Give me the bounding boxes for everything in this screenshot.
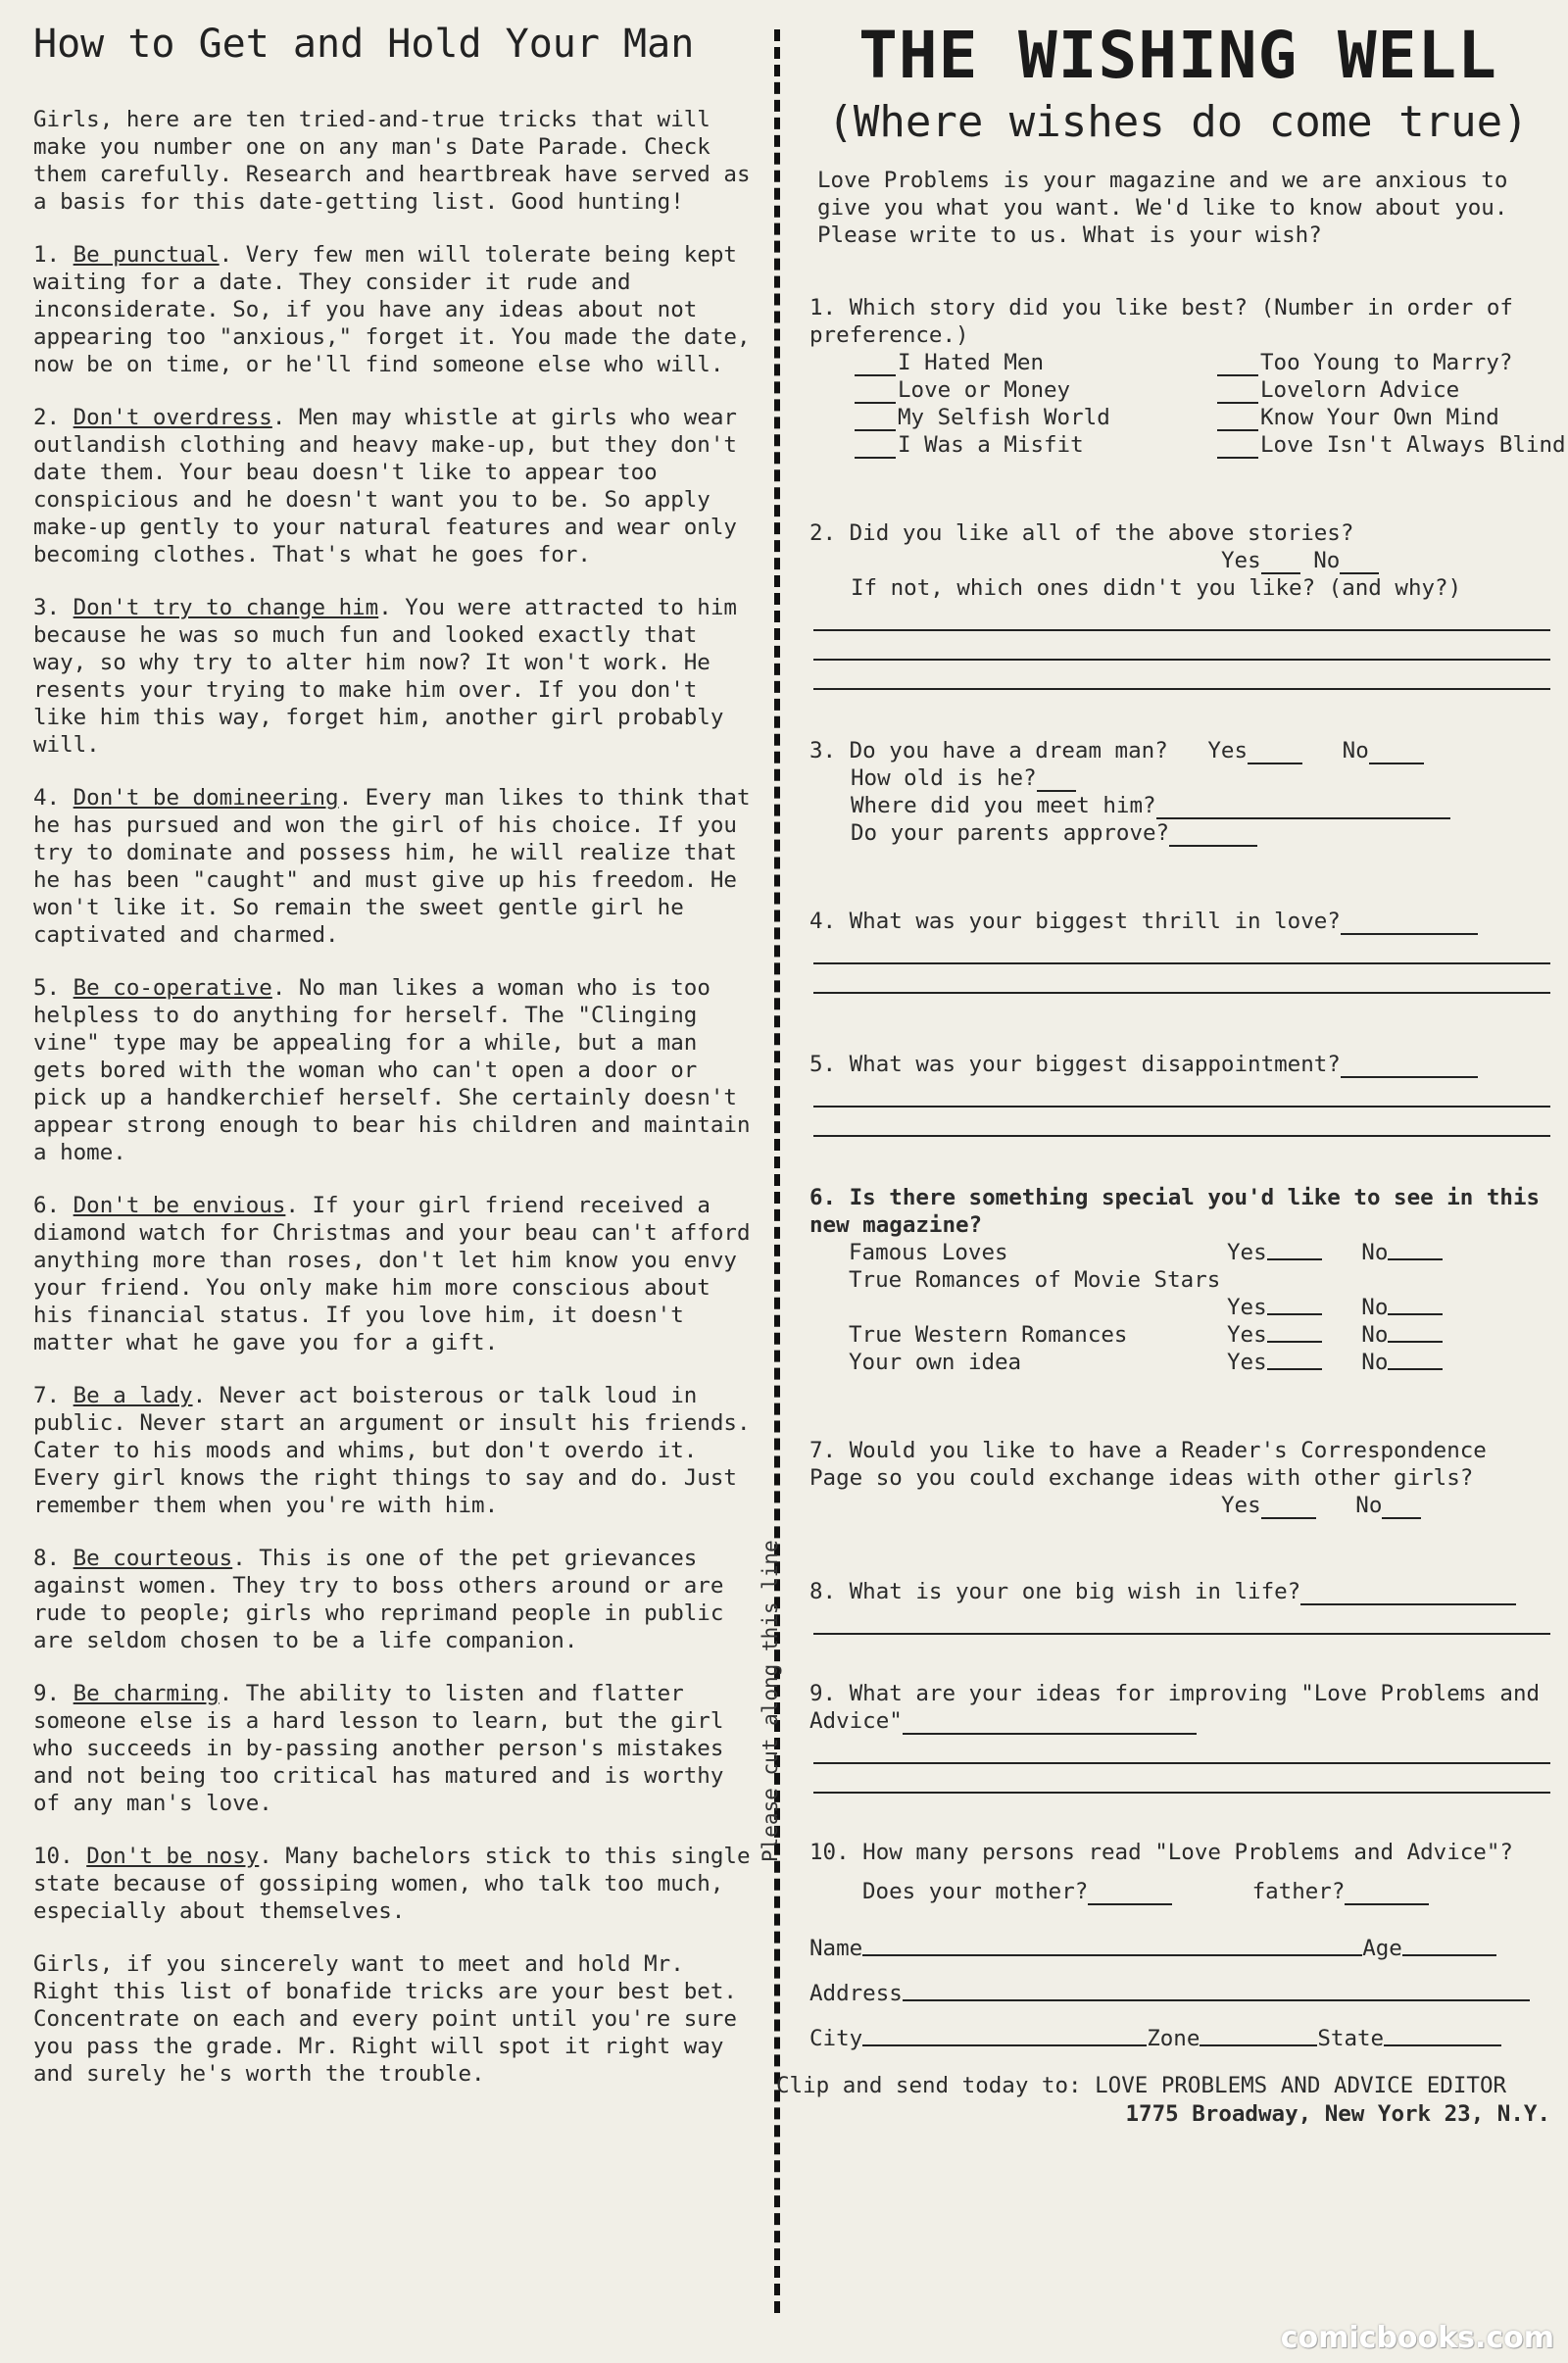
question-1 — [809, 294, 1566, 459]
tip-number: 1. — [33, 242, 61, 268]
question-6 — [809, 1184, 1550, 1376]
state-field[interactable] — [1384, 2025, 1501, 2046]
story-option: Love or Money — [855, 376, 1217, 404]
answer-line[interactable] — [813, 1764, 1550, 1794]
rank-blank[interactable] — [855, 410, 896, 431]
rank-blank[interactable] — [855, 355, 896, 376]
tip-heading: Be courteous — [73, 1546, 233, 1571]
question-5 — [809, 1051, 1550, 1137]
tip-body: . No man likes a woman who is too helpless to do anything for herself. The "Clinging vine" type may be appealing for a while, but a man gets bored with the woman who can't open a door or pick up a handkerchief herself. She certainly doesn't appear strong enough to bear his children and maintain a home. — [33, 975, 751, 1165]
tip-number: 2. — [33, 405, 61, 430]
feature-option: True Western Romances Yes No — [809, 1321, 1550, 1349]
address-field[interactable] — [903, 1980, 1530, 2001]
name-field[interactable] — [862, 1935, 1362, 1956]
tip-body: . The ability to listen and flatter someone else is a hard lesson to learn, but the girl who succeeds in by-passing another person's mistakes and not being too critical has matured and is worthy of any man's love. — [33, 1681, 724, 1816]
tip-number: 3. — [33, 595, 61, 620]
mailing-address: 1775 Broadway, New York 23, N.Y. — [1125, 2101, 1550, 2127]
answer-line[interactable] — [813, 1605, 1550, 1635]
tip-body: . You were attracted to him because he was so much fun and looked exactly that way, so why try to alter him now? It won't work. He resents your trying to make him over. If you don't like him this way, forget him, another girl probably will. — [33, 595, 737, 758]
tip-body: . Never act boisterous or talk loud in public. Never start an argument or insult his friends. Cater to his moods and whims, but don't overdo it. Every girl knows the right things to say and do. Just remember them when you're with him. — [33, 1383, 751, 1518]
question-3-sub: Do your parents approve? — [809, 819, 1550, 847]
story-option: Know Your Own Mind — [1217, 404, 1568, 431]
question-1-text: 1. Which story did you like best? (Number in order of preference.) — [809, 295, 1513, 348]
question-5-text: 5. What was your biggest disappointment? — [809, 1051, 1550, 1078]
feature-option: Famous Loves Yes No — [809, 1239, 1550, 1266]
tip-heading: Be punctual — [73, 242, 220, 268]
yes-blank[interactable] — [1261, 553, 1300, 574]
tip-number: 9. — [33, 1681, 61, 1706]
age-field[interactable] — [1402, 1935, 1496, 1956]
tip-body: . If your girl friend received a diamond watch for Christmas and your beau can't afford anything more than roses, don't let him know you envy your friend. You only make him more conscious about his financial status. If you love him, it doesn't matter what he gave you for a gift. — [33, 1193, 751, 1355]
rank-blank[interactable] — [1217, 382, 1258, 404]
question-1-options — [855, 349, 1566, 459]
question-3 — [809, 737, 1550, 847]
no-blank[interactable] — [1388, 1294, 1443, 1315]
answer-line[interactable] — [813, 964, 1550, 994]
answer-blank[interactable] — [1169, 825, 1257, 847]
story-option: I Was a Misfit — [855, 431, 1217, 459]
tip-item — [33, 1545, 759, 1654]
name-row: Name Age — [809, 1935, 1550, 1962]
form-title: THE WISHING WELL — [858, 18, 1497, 93]
feature-option: Your own idea Yes No — [809, 1349, 1550, 1376]
answer-line[interactable] — [813, 602, 1550, 631]
answer-line[interactable] — [813, 661, 1550, 690]
story-option: Lovelorn Advice — [1217, 376, 1568, 404]
answer-blank[interactable] — [1300, 1584, 1516, 1605]
question-3-sub: Where did you meet him? — [809, 792, 1550, 819]
tip-number: 6. — [33, 1193, 61, 1218]
tip-item — [33, 241, 759, 378]
tip-item — [33, 1680, 759, 1817]
tip-item — [33, 1843, 759, 1925]
form-intro: Love Problems is your magazine and we are anxious to give you what you want. We'd like to know about you. Please write to us. What is your wish? — [817, 168, 1508, 248]
cut-line-label: Please cut along this line — [759, 1540, 782, 1862]
answer-blank[interactable] — [1037, 770, 1076, 792]
tip-heading: Don't overdress — [73, 405, 272, 430]
question-2-yes-no: Yes No — [809, 547, 1550, 574]
zone-field[interactable] — [1200, 2025, 1317, 2046]
answer-blank[interactable] — [1341, 913, 1478, 935]
rank-blank[interactable] — [855, 437, 896, 459]
tip-item — [33, 1382, 759, 1519]
no-blank[interactable] — [1388, 1321, 1443, 1343]
question-9 — [809, 1680, 1550, 1794]
tip-number: 5. — [33, 975, 61, 1001]
article-column — [33, 22, 759, 2113]
no-blank[interactable] — [1388, 1239, 1443, 1260]
story-option: My Selfish World — [855, 404, 1217, 431]
answer-line[interactable] — [813, 935, 1550, 964]
yes-blank[interactable] — [1267, 1294, 1322, 1315]
tip-body: . Every man likes to think that he has pursued and won the girl of his choice. If you try to dominate and possess him, he will realize that he has been "caught" and must give up his freedom. He won't like it. So remain the sweet gentle girl he captivated and charmed. — [33, 785, 751, 948]
tip-heading: Be co-operative — [73, 975, 272, 1001]
tip-body: . This is one of the pet grievances against women. They try to boss others around or are rude to people; girls who reprimand people in public are seldom chosen to be a life companion. — [33, 1546, 724, 1653]
story-option: Too Young to Marry? — [1217, 349, 1568, 376]
tip-number: 8. — [33, 1546, 61, 1571]
yes-blank[interactable] — [1248, 743, 1302, 764]
question-9-text: 9. What are your ideas for improving "Love Problems and Advice" — [809, 1681, 1541, 1734]
question-2 — [809, 519, 1550, 690]
cut-line — [774, 29, 780, 2313]
story-option: Love Isn't Always Blind — [1217, 431, 1568, 459]
tip-number: 7. — [33, 1383, 61, 1408]
no-blank[interactable] — [1388, 1349, 1443, 1370]
tip-heading: Don't be envious — [73, 1193, 286, 1218]
answer-blank[interactable] — [1088, 1884, 1172, 1905]
watermark: comicbooks.com — [1280, 2321, 1554, 2355]
question-3-sub: How old is he? — [809, 764, 1550, 792]
tip-item — [33, 594, 759, 759]
question-8-text: 8. What is your one big wish in life? — [809, 1578, 1550, 1605]
article-intro: Girls, here are ten tried-and-true tricks that will make you number one on any man's Date Parade. Check them carefully. Research and heartbreak have served as a basis for this date-getting list. Good hunting! — [33, 107, 751, 215]
question-7-text: 7. Would you like to have a Reader's Correspondence Page so you could exchange ideas with other girls? — [809, 1438, 1487, 1491]
tip-heading: Be charming — [73, 1681, 220, 1706]
tip-heading: Don't be domineering — [73, 785, 339, 811]
contact-fields — [806, 1935, 1550, 2052]
yes-blank[interactable] — [1267, 1349, 1322, 1370]
address-row: Address — [809, 1980, 1550, 2007]
tip-heading: Don't be nosy — [86, 1844, 260, 1869]
yes-blank[interactable] — [1267, 1239, 1322, 1260]
city-row: City Zone State — [809, 2025, 1550, 2052]
answer-blank[interactable] — [1345, 1884, 1429, 1905]
rank-blank[interactable] — [1217, 410, 1258, 431]
answer-line[interactable] — [813, 631, 1550, 661]
mailing-instructions: Clip and send today to: LOVE PROBLEMS AND ADVICE EDITOR — [776, 2073, 1507, 2098]
rank-blank[interactable] — [1217, 437, 1258, 459]
tip-item — [33, 404, 759, 568]
question-8 — [809, 1578, 1550, 1635]
rank-blank[interactable] — [855, 382, 896, 404]
question-4 — [809, 908, 1550, 994]
question-10-sub: Does your mother? father? — [809, 1878, 1550, 1905]
article-closing: Girls, if you sincerely want to meet and hold Mr. Right this list of bonafide tricks are your best bet. Concentrate on each and every point until you're sure you pass the grade. Mr. Right will spot it right way and surely he's worth the trouble. — [33, 1951, 737, 2087]
feature-option: True Romances of Movie Stars — [849, 1267, 1221, 1293]
tip-item — [33, 784, 759, 949]
answer-blank[interactable] — [1156, 798, 1450, 819]
tip-item — [33, 974, 759, 1166]
question-6-text: 6. Is there something special you'd like to see in this new magazine? — [809, 1185, 1541, 1238]
no-blank[interactable] — [1340, 553, 1379, 574]
yes-blank[interactable] — [1261, 1498, 1316, 1519]
question-10-text: 10. How many persons read "Love Problems and Advice"? — [809, 1840, 1513, 1865]
yes-blank[interactable] — [1267, 1321, 1322, 1343]
tip-heading: Be a lady — [73, 1383, 193, 1408]
no-blank[interactable] — [1369, 743, 1424, 764]
feature-option-answer: Yes No — [809, 1294, 1550, 1321]
tip-body: . Many bachelors stick to this single state because of gossiping women, who talk too much, especially about themselves. — [33, 1844, 751, 1924]
tip-number: 4. — [33, 785, 61, 811]
tip-number: 10. — [33, 1844, 74, 1869]
rank-blank[interactable] — [1217, 355, 1258, 376]
city-field[interactable] — [862, 2025, 1147, 2046]
tip-heading: Don't try to change him — [73, 595, 379, 620]
question-10 — [809, 1839, 1550, 1905]
answer-blank[interactable] — [1341, 1057, 1478, 1078]
no-blank[interactable] — [1382, 1498, 1421, 1519]
question-2-followup: If not, which ones didn't you like? (and why?) — [851, 575, 1462, 601]
question-7-yes-no: Yes No — [809, 1492, 1550, 1519]
survey-form — [776, 18, 1566, 2127]
answer-line[interactable] — [813, 1078, 1550, 1108]
article-title: How to Get and Hold Your Man — [33, 22, 695, 67]
question-7 — [809, 1437, 1550, 1519]
answer-line[interactable] — [813, 1735, 1550, 1764]
tip-item — [33, 1192, 759, 1356]
tips-list — [33, 241, 759, 1925]
answer-line[interactable] — [813, 1108, 1550, 1137]
form-subtitle: (Where wishes do come true) — [827, 97, 1529, 147]
question-2-text: 2. Did you like all of the above stories? — [809, 520, 1354, 546]
question-4-text: 4. What was your biggest thrill in love? — [809, 908, 1550, 935]
tip-body: . Men may whistle at girls who wear outlandish clothing and heavy make-up, but they don't date them. Your beau doesn't like to appear too conspicious and he doesn't want you to be. So apply make-up gently to your natural features and wear only becoming clothes. That's what he goes for. — [33, 405, 737, 567]
question-3-text: 3. Do you have a dream man? Yes No — [809, 737, 1550, 764]
tip-body: . Very few men will tolerate being kept waiting for a date. They consider it rude and inconsiderate. So, if you have any ideas about not appearing too "anxious," forget it. You made the date, now be on time, or he'll find someone else who will. — [33, 242, 751, 377]
story-option: I Hated Men — [855, 349, 1217, 376]
answer-blank[interactable] — [903, 1713, 1197, 1735]
